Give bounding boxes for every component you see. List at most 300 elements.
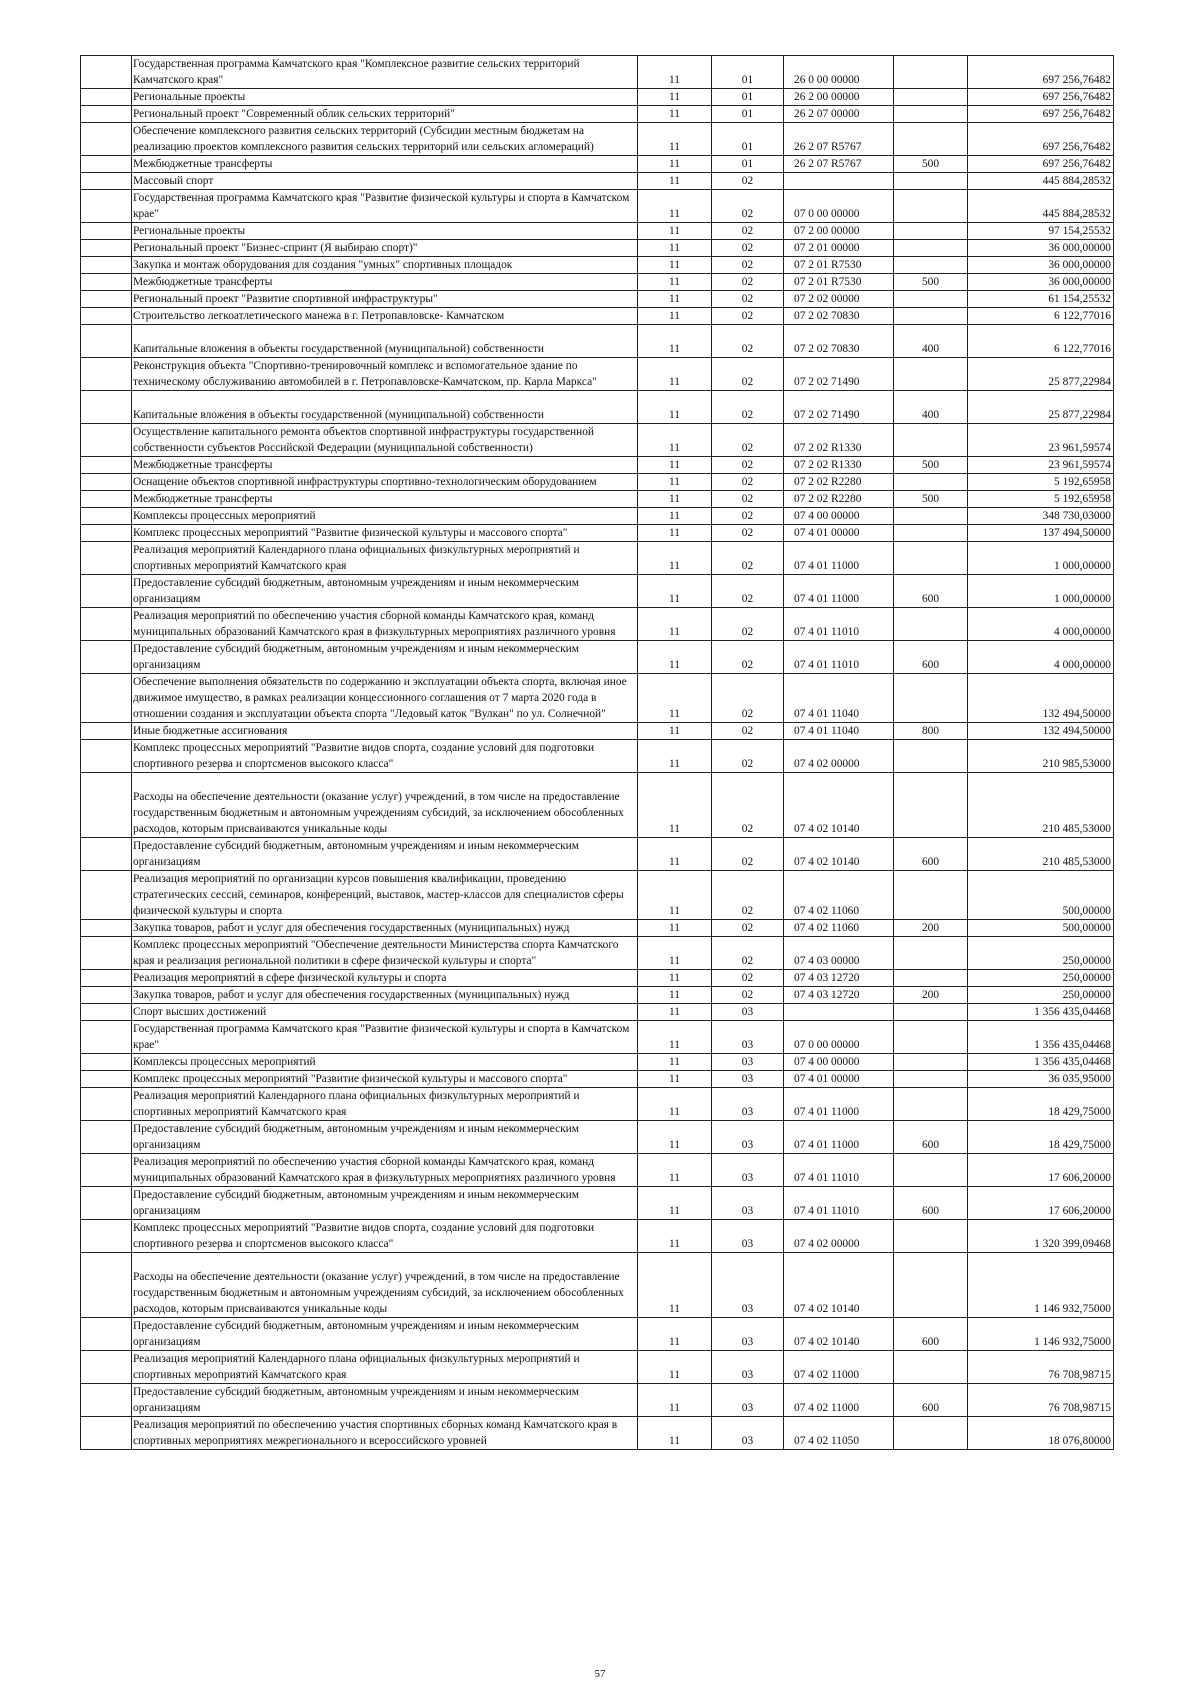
- blank-cell: [81, 424, 132, 457]
- expense-type-cell: [894, 56, 968, 89]
- blank-cell: [81, 56, 132, 89]
- amount-cell: 697 256,76482: [968, 106, 1114, 123]
- amount-cell: 210 485,53000: [968, 838, 1114, 871]
- table-row: [81, 542, 1114, 575]
- blank-cell: [81, 1121, 132, 1154]
- section-code-cell: 11: [638, 1021, 712, 1054]
- section-code-cell: 11: [638, 740, 712, 773]
- item-name-cell: Предоставление субсидий бюджетным, автономным учреждениям и иным некоммерческим организациям: [132, 1384, 638, 1417]
- item-name-cell: Предоставление субсидий бюджетным, автономным учреждениям и иным некоммерческим организациям: [132, 641, 638, 674]
- item-name-cell: Реализация мероприятий по обеспечению участия сборной команды Камчатского края, команд муниципальных образований Камчатского края в физкультурных мероприятиях различного уровня: [132, 1154, 638, 1187]
- blank-cell: [81, 987, 132, 1004]
- table-row: [81, 308, 1114, 325]
- amount-cell: 445 884,28532: [968, 173, 1114, 190]
- subsection-code-cell: 03: [712, 1004, 784, 1021]
- expense-type-cell: [894, 1154, 968, 1187]
- table-row: [81, 723, 1114, 740]
- blank-cell: [81, 970, 132, 987]
- subsection-code-cell: 02: [712, 240, 784, 257]
- table-row: [81, 1187, 1114, 1220]
- subsection-code-cell: 02: [712, 223, 784, 240]
- table-row: [81, 257, 1114, 274]
- amount-cell: 1 356 435,04468: [968, 1054, 1114, 1071]
- amount-cell: 250,00000: [968, 970, 1114, 987]
- blank-cell: [81, 1021, 132, 1054]
- expense-type-cell: 500: [894, 457, 968, 474]
- item-name-cell: Комплекс процессных мероприятий "Развитие физической культуры и массового спорта": [132, 525, 638, 542]
- amount-cell: 1 146 932,75000: [968, 1318, 1114, 1351]
- table-row: [81, 838, 1114, 871]
- subsection-code-cell: 03: [712, 1187, 784, 1220]
- amount-cell: 1 146 932,75000: [968, 1253, 1114, 1318]
- section-code-cell: 11: [638, 542, 712, 575]
- section-code-cell: 11: [638, 123, 712, 156]
- target-article-cell: 07 2 02 R1330: [784, 424, 894, 457]
- amount-cell: 6 122,77016: [968, 325, 1114, 358]
- target-article-cell: [784, 173, 894, 190]
- table-row: [81, 987, 1114, 1004]
- table-row: [81, 1154, 1114, 1187]
- blank-cell: [81, 1071, 132, 1088]
- table-row: [81, 575, 1114, 608]
- blank-cell: [81, 1253, 132, 1318]
- section-code-cell: 11: [638, 773, 712, 838]
- item-name-cell: Предоставление субсидий бюджетным, автономным учреждениям и иным некоммерческим организациям: [132, 1318, 638, 1351]
- target-article-cell: 07 0 00 00000: [784, 1021, 894, 1054]
- target-article-cell: 07 4 02 11000: [784, 1351, 894, 1384]
- target-article-cell: 07 2 02 R2280: [784, 474, 894, 491]
- subsection-code-cell: 02: [712, 424, 784, 457]
- subsection-code-cell: 02: [712, 257, 784, 274]
- target-article-cell: 07 4 01 11000: [784, 1121, 894, 1154]
- table-row: [81, 937, 1114, 970]
- table-row: [81, 325, 1114, 358]
- expense-type-cell: [894, 1351, 968, 1384]
- expense-type-cell: 600: [894, 1121, 968, 1154]
- target-article-cell: 07 4 02 11000: [784, 1384, 894, 1417]
- target-article-cell: 07 2 02 71490: [784, 391, 894, 424]
- amount-cell: 5 192,65958: [968, 491, 1114, 508]
- target-article-cell: 07 4 01 11000: [784, 575, 894, 608]
- blank-cell: [81, 474, 132, 491]
- subsection-code-cell: 02: [712, 937, 784, 970]
- subsection-code-cell: 02: [712, 308, 784, 325]
- item-name-cell: Оснащение объектов спортивной инфраструктуры спортивно-технологическим оборудованием: [132, 474, 638, 491]
- expense-type-cell: 600: [894, 575, 968, 608]
- section-code-cell: 11: [638, 1187, 712, 1220]
- amount-cell: 697 256,76482: [968, 56, 1114, 89]
- expense-type-cell: [894, 542, 968, 575]
- subsection-code-cell: 02: [712, 291, 784, 308]
- item-name-cell: Комплекс процессных мероприятий "Развитие физической культуры и массового спорта": [132, 1071, 638, 1088]
- expense-type-cell: [894, 240, 968, 257]
- item-name-cell: Массовый спорт: [132, 173, 638, 190]
- target-article-cell: 07 4 01 11010: [784, 608, 894, 641]
- target-article-cell: 07 2 02 70830: [784, 325, 894, 358]
- item-name-cell: Комплекс процессных мероприятий "Обеспечение деятельности Министерства спорта Камчатского края и реализация региональной политики в сфере физической культуры и спорта": [132, 937, 638, 970]
- item-name-cell: Предоставление субсидий бюджетным, автономным учреждениям и иным некоммерческим организациям: [132, 575, 638, 608]
- item-name-cell: Обеспечение выполнения обязательств по содержанию и эксплуатации объекта спорта, включая иное движимое имущество, в рамках реализации концессионного соглашения от 7 марта 2020 года в отношении создания и эксплуатации объекта спорта "Ледовый каток "Вулкан" по ул. Солнечной": [132, 674, 638, 723]
- expense-type-cell: [894, 223, 968, 240]
- target-article-cell: 07 4 01 00000: [784, 1071, 894, 1088]
- item-name-cell: Реализация мероприятий Календарного плана официальных физкультурных мероприятий и спортивных мероприятий Камчатского края: [132, 542, 638, 575]
- item-name-cell: Реализация мероприятий по обеспечению участия спортивных сборных команд Камчатского края в спортивных мероприятиях межрегионального и всероссийского уровней: [132, 1417, 638, 1450]
- blank-cell: [81, 674, 132, 723]
- subsection-code-cell: 02: [712, 525, 784, 542]
- expense-type-cell: [894, 291, 968, 308]
- target-article-cell: 07 4 02 10140: [784, 1318, 894, 1351]
- table-row: [81, 457, 1114, 474]
- expense-type-cell: [894, 970, 968, 987]
- expense-type-cell: [894, 508, 968, 525]
- target-article-cell: 07 4 02 10140: [784, 838, 894, 871]
- blank-cell: [81, 575, 132, 608]
- target-article-cell: 07 4 01 11010: [784, 641, 894, 674]
- expense-type-cell: 600: [894, 641, 968, 674]
- amount-cell: 4 000,00000: [968, 641, 1114, 674]
- blank-cell: [81, 89, 132, 106]
- table-row: [81, 525, 1114, 542]
- expense-type-cell: [894, 1088, 968, 1121]
- item-name-cell: Региональный проект "Бизнес-спринт (Я выбираю спорт)": [132, 240, 638, 257]
- item-name-cell: Предоставление субсидий бюджетным, автономным учреждениям и иным некоммерческим организациям: [132, 1187, 638, 1220]
- item-name-cell: Обеспечение комплексного развития сельских территорий (Субсидии местным бюджетам на реализацию проектов комплексного развития сельских территорий или сельских агломераций): [132, 123, 638, 156]
- section-code-cell: 11: [638, 987, 712, 1004]
- section-code-cell: 11: [638, 970, 712, 987]
- target-article-cell: 07 2 02 R2280: [784, 491, 894, 508]
- item-name-cell: Региональные проекты: [132, 223, 638, 240]
- table-row: [81, 508, 1114, 525]
- subsection-code-cell: 02: [712, 508, 784, 525]
- item-name-cell: Спорт высших достижений: [132, 1004, 638, 1021]
- blank-cell: [81, 525, 132, 542]
- target-article-cell: 07 4 02 00000: [784, 740, 894, 773]
- blank-cell: [81, 1351, 132, 1384]
- blank-cell: [81, 1220, 132, 1253]
- blank-cell: [81, 1154, 132, 1187]
- subsection-code-cell: 01: [712, 156, 784, 173]
- blank-cell: [81, 106, 132, 123]
- amount-cell: 25 877,22984: [968, 358, 1114, 391]
- subsection-code-cell: 02: [712, 838, 784, 871]
- expense-type-cell: 500: [894, 274, 968, 291]
- item-name-cell: Иные бюджетные ассигнования: [132, 723, 638, 740]
- section-code-cell: 11: [638, 1121, 712, 1154]
- amount-cell: 1 356 435,04468: [968, 1021, 1114, 1054]
- blank-cell: [81, 291, 132, 308]
- blank-cell: [81, 190, 132, 223]
- amount-cell: 500,00000: [968, 871, 1114, 920]
- expense-type-cell: [894, 1004, 968, 1021]
- expense-type-cell: [894, 740, 968, 773]
- item-name-cell: Капитальные вложения в объекты государственной (муниципальной) собственности: [132, 391, 638, 424]
- expense-type-cell: [894, 871, 968, 920]
- item-name-cell: Межбюджетные трансферты: [132, 457, 638, 474]
- blank-cell: [81, 740, 132, 773]
- item-name-cell: Реализация мероприятий Календарного плана официальных физкультурных мероприятий и спортивных мероприятий Камчатского края: [132, 1351, 638, 1384]
- expense-type-cell: 400: [894, 325, 968, 358]
- section-code-cell: 11: [638, 1351, 712, 1384]
- blank-cell: [81, 457, 132, 474]
- section-code-cell: 11: [638, 391, 712, 424]
- amount-cell: 76 708,98715: [968, 1351, 1114, 1384]
- item-name-cell: Реализация мероприятий по организации курсов повышения квалификации, проведению стратегических сессий, семинаров, конференций, выставок, мастер-классов для специалистов сферы физической культуры и спорта: [132, 871, 638, 920]
- table-row: [81, 970, 1114, 987]
- item-name-cell: Расходы на обеспечение деятельности (оказание услуг) учреждений, в том числе на предоставление государственным бюджетным и автономным учреждениям субсидий, за исключением обособленных расходов, которым присваиваются уникальные коды: [132, 1253, 638, 1318]
- expense-type-cell: 600: [894, 838, 968, 871]
- budget-table: [80, 55, 1114, 1450]
- table-row: [81, 1417, 1114, 1450]
- table-row: [81, 106, 1114, 123]
- subsection-code-cell: 02: [712, 773, 784, 838]
- table-row: [81, 1088, 1114, 1121]
- blank-cell: [81, 773, 132, 838]
- expense-type-cell: [894, 1220, 968, 1253]
- subsection-code-cell: 03: [712, 1253, 784, 1318]
- section-code-cell: 11: [638, 56, 712, 89]
- subsection-code-cell: 02: [712, 325, 784, 358]
- section-code-cell: 11: [638, 274, 712, 291]
- table-row: [81, 1384, 1114, 1417]
- expense-type-cell: 200: [894, 987, 968, 1004]
- section-code-cell: 11: [638, 1253, 712, 1318]
- section-code-cell: 11: [638, 474, 712, 491]
- amount-cell: 132 494,50000: [968, 674, 1114, 723]
- item-name-cell: Предоставление субсидий бюджетным, автономным учреждениям и иным некоммерческим организациям: [132, 838, 638, 871]
- table-row: [81, 190, 1114, 223]
- table-row: [81, 920, 1114, 937]
- target-article-cell: 07 4 02 11060: [784, 920, 894, 937]
- expense-type-cell: [894, 937, 968, 970]
- subsection-code-cell: 02: [712, 190, 784, 223]
- target-article-cell: 07 4 03 12720: [784, 970, 894, 987]
- page-number: 57: [594, 1668, 606, 1680]
- target-article-cell: 07 2 01 R7530: [784, 257, 894, 274]
- subsection-code-cell: 02: [712, 723, 784, 740]
- item-name-cell: Реализация мероприятий в сфере физической культуры и спорта: [132, 970, 638, 987]
- subsection-code-cell: 02: [712, 542, 784, 575]
- section-code-cell: 11: [638, 457, 712, 474]
- amount-cell: 250,00000: [968, 987, 1114, 1004]
- expense-type-cell: [894, 1021, 968, 1054]
- blank-cell: [81, 1384, 132, 1417]
- amount-cell: 6 122,77016: [968, 308, 1114, 325]
- expense-type-cell: 400: [894, 391, 968, 424]
- subsection-code-cell: 02: [712, 871, 784, 920]
- target-article-cell: 07 4 02 00000: [784, 1220, 894, 1253]
- section-code-cell: 11: [638, 1004, 712, 1021]
- section-code-cell: 11: [638, 257, 712, 274]
- blank-cell: [81, 920, 132, 937]
- expense-type-cell: 500: [894, 491, 968, 508]
- target-article-cell: 07 4 01 11010: [784, 1187, 894, 1220]
- table-row: [81, 1021, 1114, 1054]
- subsection-code-cell: 03: [712, 1071, 784, 1088]
- expense-type-cell: 800: [894, 723, 968, 740]
- target-article-cell: 07 4 01 11000: [784, 542, 894, 575]
- blank-cell: [81, 723, 132, 740]
- amount-cell: 250,00000: [968, 937, 1114, 970]
- expense-type-cell: [894, 123, 968, 156]
- subsection-code-cell: 01: [712, 89, 784, 106]
- table-row: [81, 358, 1114, 391]
- amount-cell: 500,00000: [968, 920, 1114, 937]
- section-code-cell: 11: [638, 937, 712, 970]
- item-name-cell: Комплекс процессных мероприятий "Развитие видов спорта, создание условий для подготовки спортивного резерва и спортсменов высокого класса": [132, 1220, 638, 1253]
- target-article-cell: 07 4 01 11040: [784, 723, 894, 740]
- expense-type-cell: [894, 525, 968, 542]
- item-name-cell: Межбюджетные трансферты: [132, 491, 638, 508]
- expense-type-cell: [894, 608, 968, 641]
- section-code-cell: 11: [638, 1417, 712, 1450]
- section-code-cell: 11: [638, 1088, 712, 1121]
- subsection-code-cell: 03: [712, 1318, 784, 1351]
- item-name-cell: Капитальные вложения в объекты государственной (муниципальной) собственности: [132, 325, 638, 358]
- target-article-cell: 07 2 02 R1330: [784, 457, 894, 474]
- blank-cell: [81, 240, 132, 257]
- amount-cell: 25 877,22984: [968, 391, 1114, 424]
- table-row: [81, 123, 1114, 156]
- item-name-cell: Закупка товаров, работ и услуг для обеспечения государственных (муниципальных) нужд: [132, 987, 638, 1004]
- blank-cell: [81, 223, 132, 240]
- target-article-cell: 26 0 00 00000: [784, 56, 894, 89]
- blank-cell: [81, 123, 132, 156]
- subsection-code-cell: 02: [712, 173, 784, 190]
- blank-cell: [81, 1417, 132, 1450]
- subsection-code-cell: 02: [712, 674, 784, 723]
- section-code-cell: 11: [638, 1384, 712, 1417]
- table-row: [81, 1253, 1114, 1318]
- subsection-code-cell: 03: [712, 1384, 784, 1417]
- target-article-cell: 26 2 07 R5767: [784, 156, 894, 173]
- amount-cell: 137 494,50000: [968, 525, 1114, 542]
- table-row: [81, 491, 1114, 508]
- subsection-code-cell: 03: [712, 1220, 784, 1253]
- amount-cell: 17 606,20000: [968, 1187, 1114, 1220]
- subsection-code-cell: 02: [712, 391, 784, 424]
- section-code-cell: 11: [638, 291, 712, 308]
- table-row: [81, 156, 1114, 173]
- expense-type-cell: [894, 89, 968, 106]
- subsection-code-cell: 02: [712, 987, 784, 1004]
- subsection-code-cell: 01: [712, 123, 784, 156]
- subsection-code-cell: 01: [712, 106, 784, 123]
- amount-cell: 36 000,00000: [968, 240, 1114, 257]
- blank-cell: [81, 1004, 132, 1021]
- expense-type-cell: [894, 308, 968, 325]
- subsection-code-cell: 03: [712, 1417, 784, 1450]
- amount-cell: 36 000,00000: [968, 274, 1114, 291]
- target-article-cell: 26 2 00 00000: [784, 89, 894, 106]
- amount-cell: 132 494,50000: [968, 723, 1114, 740]
- section-code-cell: 11: [638, 240, 712, 257]
- blank-cell: [81, 937, 132, 970]
- item-name-cell: Расходы на обеспечение деятельности (оказание услуг) учреждений, в том числе на предоставление государственным бюджетным и автономным учреждениям субсидий, за исключением обособленных расходов, которым присваиваются уникальные коды: [132, 773, 638, 838]
- item-name-cell: Закупка и монтаж оборудования для создания "умных" спортивных площадок: [132, 257, 638, 274]
- item-name-cell: Региональный проект "Современный облик сельских территорий": [132, 106, 638, 123]
- amount-cell: 76 708,98715: [968, 1384, 1114, 1417]
- target-article-cell: 07 4 01 11040: [784, 674, 894, 723]
- table-row: [81, 291, 1114, 308]
- amount-cell: 210 985,53000: [968, 740, 1114, 773]
- section-code-cell: 11: [638, 838, 712, 871]
- target-article-cell: 26 2 07 R5767: [784, 123, 894, 156]
- expense-type-cell: [894, 474, 968, 491]
- subsection-code-cell: 03: [712, 1088, 784, 1121]
- amount-cell: 17 606,20000: [968, 1154, 1114, 1187]
- amount-cell: 36 035,95000: [968, 1071, 1114, 1088]
- expense-type-cell: [894, 190, 968, 223]
- section-code-cell: 11: [638, 608, 712, 641]
- expense-type-cell: 600: [894, 1318, 968, 1351]
- subsection-code-cell: 02: [712, 608, 784, 641]
- section-code-cell: 11: [638, 156, 712, 173]
- table-row: [81, 173, 1114, 190]
- amount-cell: 61 154,25532: [968, 291, 1114, 308]
- target-article-cell: 07 4 03 00000: [784, 937, 894, 970]
- amount-cell: 445 884,28532: [968, 190, 1114, 223]
- subsection-code-cell: 03: [712, 1021, 784, 1054]
- blank-cell: [81, 274, 132, 291]
- blank-cell: [81, 871, 132, 920]
- target-article-cell: 07 0 00 00000: [784, 190, 894, 223]
- item-name-cell: Комплекс процессных мероприятий "Развитие видов спорта, создание условий для подготовки спортивного резерва и спортсменов высокого класса": [132, 740, 638, 773]
- expense-type-cell: [894, 106, 968, 123]
- blank-cell: [81, 1088, 132, 1121]
- section-code-cell: 11: [638, 1154, 712, 1187]
- amount-cell: 1 000,00000: [968, 575, 1114, 608]
- table-row: [81, 1318, 1114, 1351]
- table-row: [81, 56, 1114, 89]
- expense-type-cell: [894, 773, 968, 838]
- expense-type-cell: [894, 1417, 968, 1450]
- blank-cell: [81, 257, 132, 274]
- amount-cell: 36 000,00000: [968, 257, 1114, 274]
- table-row: [81, 773, 1114, 838]
- subsection-code-cell: 03: [712, 1054, 784, 1071]
- blank-cell: [81, 308, 132, 325]
- target-article-cell: 07 4 01 11010: [784, 1154, 894, 1187]
- blank-cell: [81, 641, 132, 674]
- subsection-code-cell: 02: [712, 491, 784, 508]
- target-article-cell: 07 4 01 00000: [784, 525, 894, 542]
- table-row: [81, 1071, 1114, 1088]
- blank-cell: [81, 1187, 132, 1220]
- expense-type-cell: [894, 424, 968, 457]
- table-row: [81, 1220, 1114, 1253]
- table-row: [81, 424, 1114, 457]
- item-name-cell: Строительство легкоатлетического манежа в г. Петропавловске- Камчатском: [132, 308, 638, 325]
- table-row: [81, 223, 1114, 240]
- amount-cell: 97 154,25532: [968, 223, 1114, 240]
- item-name-cell: Государственная программа Камчатского края "Комплексное развитие сельских территорий Камчатского края": [132, 56, 638, 89]
- amount-cell: 18 429,75000: [968, 1088, 1114, 1121]
- amount-cell: 348 730,03000: [968, 508, 1114, 525]
- target-article-cell: 07 4 02 11060: [784, 871, 894, 920]
- subsection-code-cell: 01: [712, 56, 784, 89]
- target-article-cell: 07 2 02 71490: [784, 358, 894, 391]
- section-code-cell: 11: [638, 173, 712, 190]
- blank-cell: [81, 358, 132, 391]
- target-article-cell: 07 4 00 00000: [784, 508, 894, 525]
- section-code-cell: 11: [638, 508, 712, 525]
- section-code-cell: 11: [638, 575, 712, 608]
- table-row: [81, 89, 1114, 106]
- table-row: [81, 871, 1114, 920]
- expense-type-cell: [894, 1253, 968, 1318]
- blank-cell: [81, 1054, 132, 1071]
- target-article-cell: 07 2 01 R7530: [784, 274, 894, 291]
